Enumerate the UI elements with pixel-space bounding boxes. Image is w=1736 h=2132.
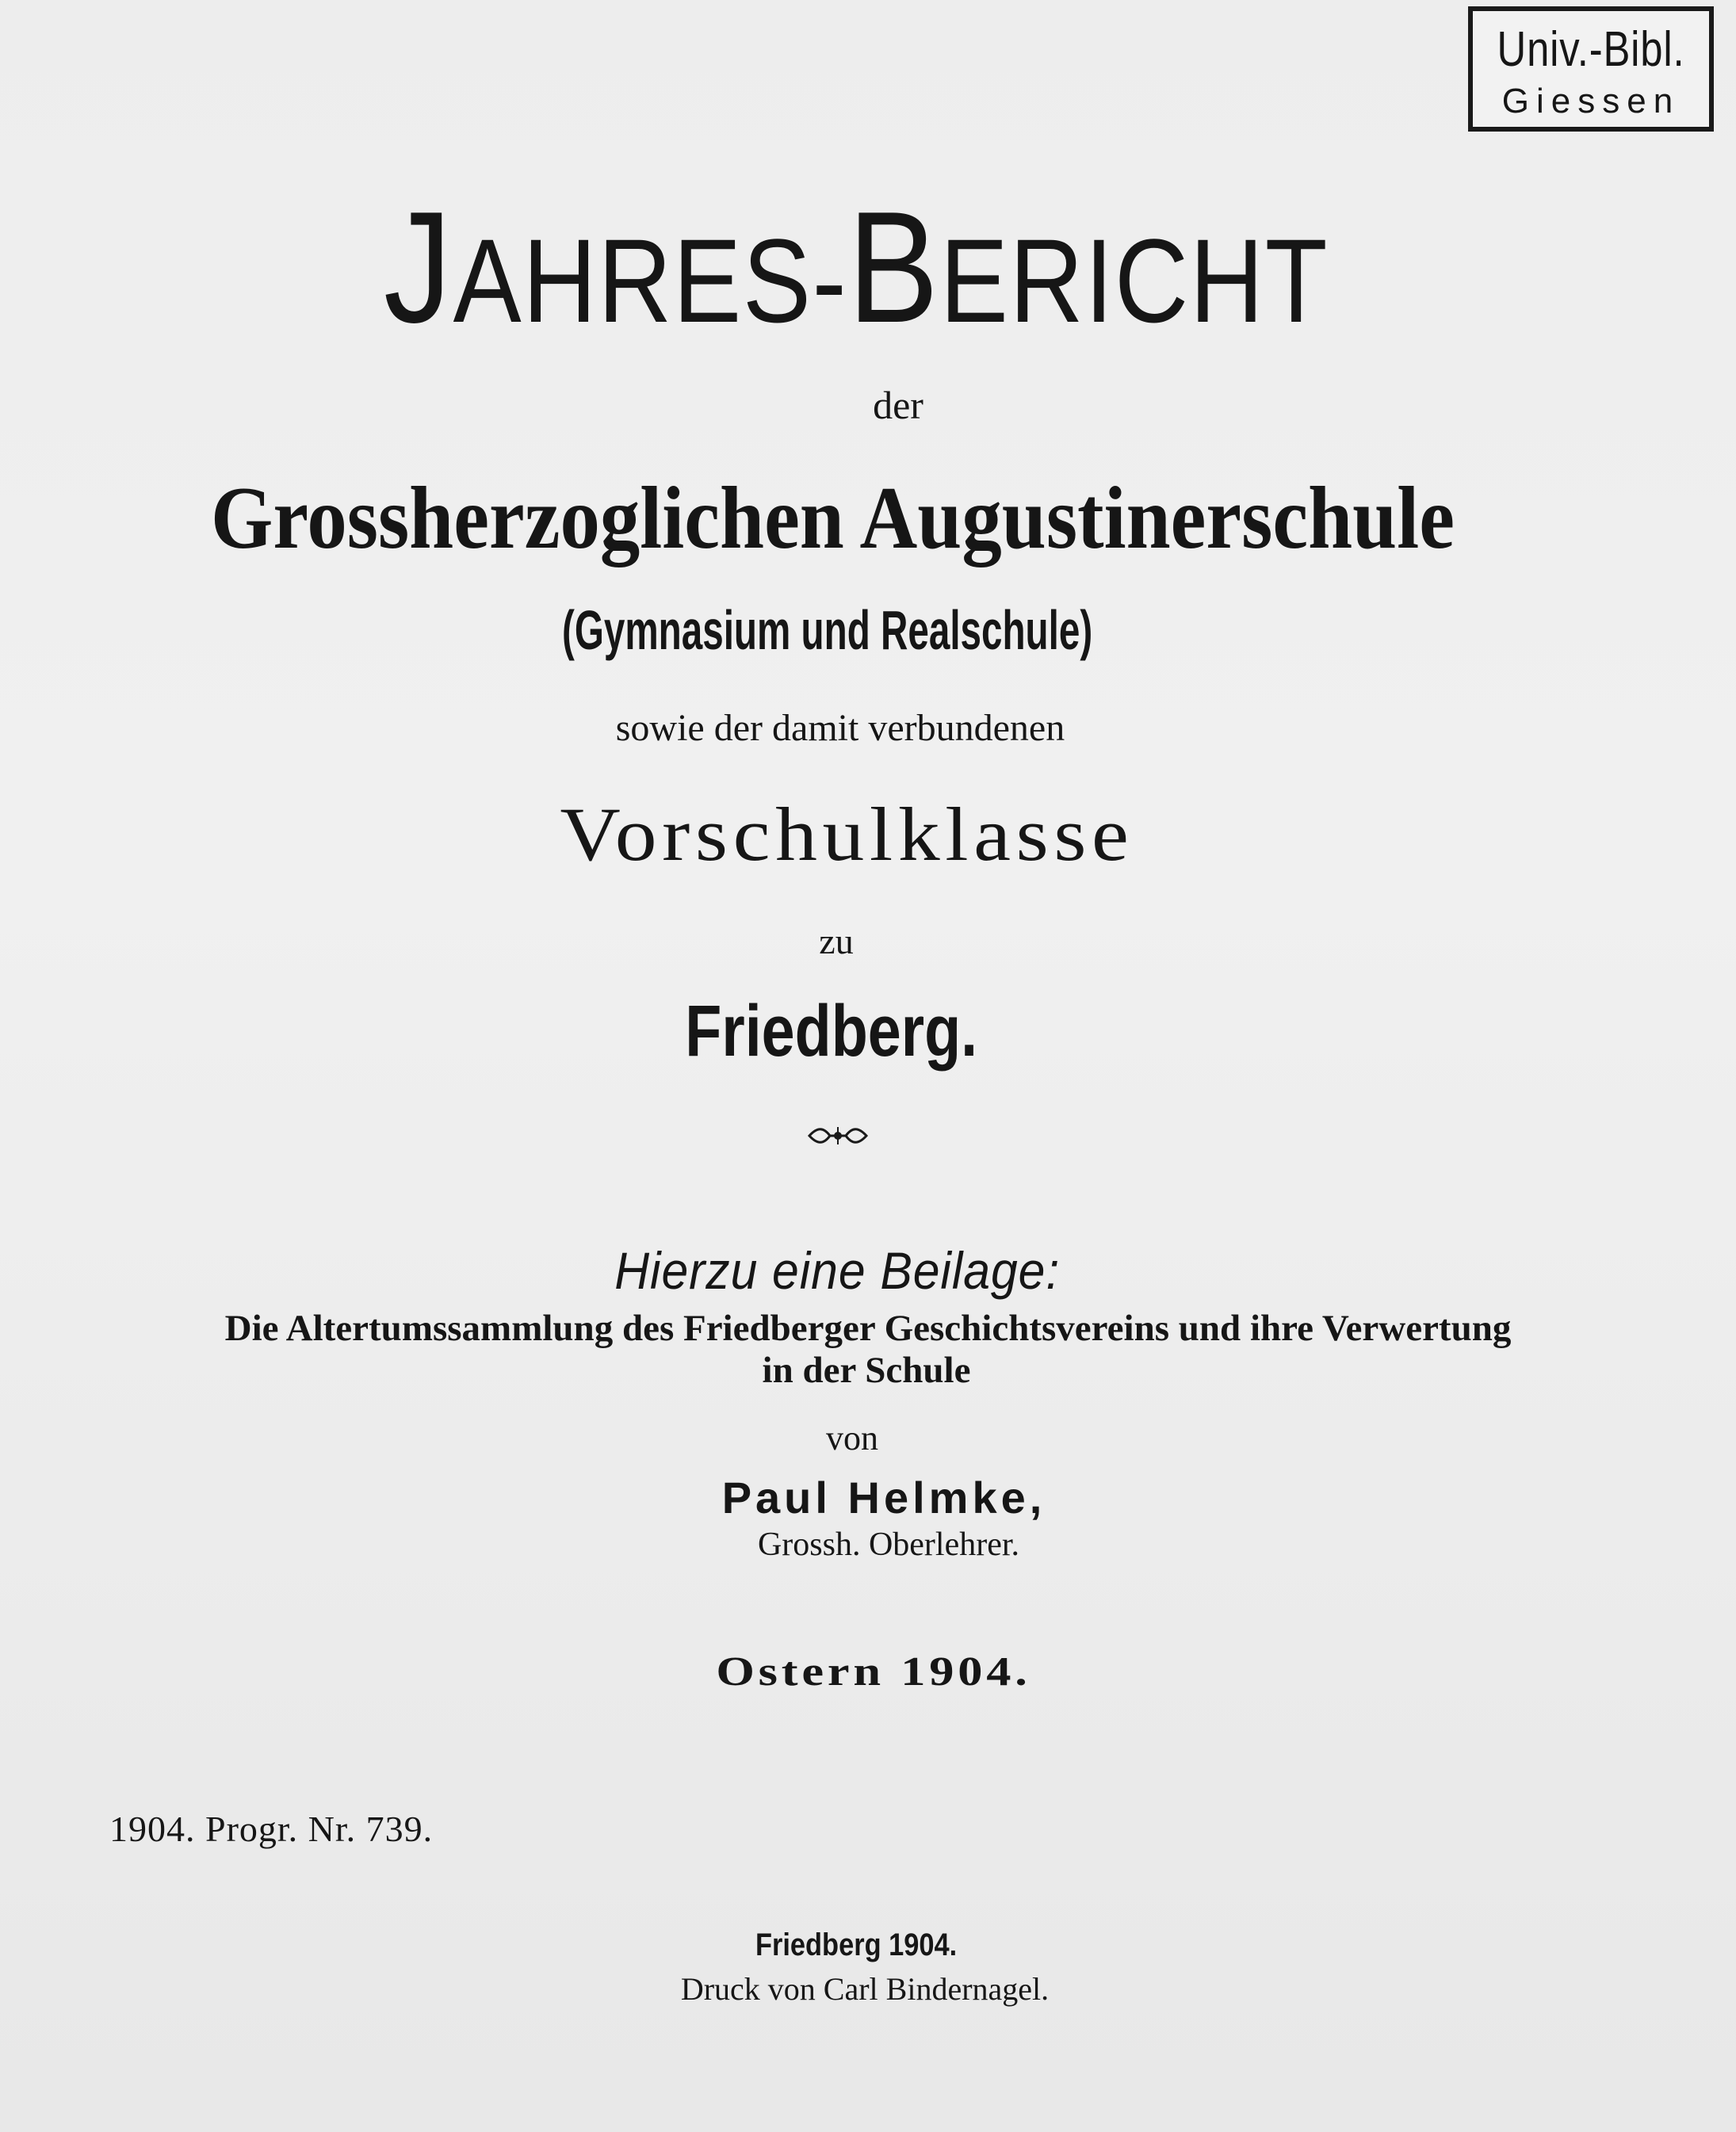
preposition-zu: zu	[819, 921, 854, 961]
title-rest-2: ERICHT	[939, 214, 1329, 347]
imprint-place-year: Friedberg 1904.	[755, 1928, 958, 1962]
title-rest-1: AHRES	[453, 214, 813, 347]
author-name: Paul Helmke,	[721, 1473, 1046, 1523]
title-initial-2: B	[847, 179, 940, 356]
supplement-intro: Hierzu eine Beilage:	[614, 1241, 1061, 1300]
main-title	[109, 179, 1602, 356]
author-rank: Grossh. Oberlehrer.	[757, 1526, 1020, 1563]
title-initial-1: J	[383, 179, 453, 356]
publication-date: Ostern 1904.	[716, 1649, 1031, 1695]
city-name: Friedberg.	[685, 991, 978, 1072]
supplement-title-line-2: in der Schule	[762, 1350, 971, 1391]
imprint-printer: Druck von Carl Bindernagel.	[680, 1971, 1050, 2007]
ornament-icon	[806, 1124, 870, 1148]
supplement-title-line-1: Die Altertumssammlung des Friedberger Geschichtsvereins und ihre Verwertung	[224, 1308, 1512, 1349]
stamp-line-2: Giessen	[1501, 82, 1681, 120]
preposition-von: von	[826, 1419, 878, 1458]
stamp-line-1: Univ.-Bibl.	[1497, 22, 1685, 77]
program-number: 1904. Progr. Nr. 739.	[109, 1809, 434, 1849]
library-stamp	[1468, 6, 1714, 132]
ornament-divider	[0, 1124, 1706, 1151]
school-name: Grossherzoglichen Augustinerschule	[210, 469, 1455, 567]
connected-line: sowie der damit verbundenen	[615, 707, 1065, 749]
vorschulklasse-heading: Vorschulklasse	[560, 792, 1134, 877]
article-der: der	[873, 383, 923, 427]
school-type: (Gymnasium und Realschule)	[561, 599, 1093, 661]
title-dash: -	[812, 214, 848, 347]
